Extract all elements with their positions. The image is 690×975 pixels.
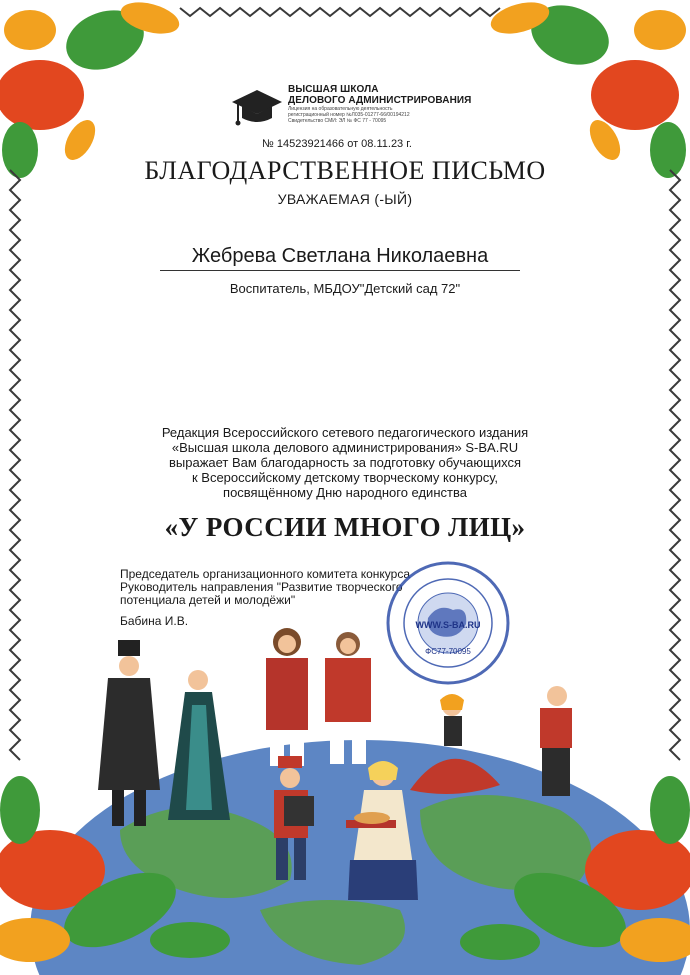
salutation: УВАЖАЕМАЯ (-ЫЙ)	[277, 191, 413, 207]
logo-name	[288, 84, 471, 106]
gratitude-line2: «Высшая школа делового администрирования» S-BA.RU	[171, 440, 519, 455]
signatory-name: Бабина И.В.	[120, 614, 189, 628]
recipient-position: Воспитатель, МБДОУ"Детский сад 72"	[229, 281, 461, 296]
gratitude-line5: посвящённому Дню народного единства	[223, 485, 467, 500]
logo-license-line2: регистрационный номер №Л035-01277-66/00194212	[288, 112, 410, 118]
gratitude-line3: выражает Вам благодарность за подготовку обучающихся	[169, 455, 521, 470]
gratitude-line4: к Всероссийскому детскому творческому конкурсу,	[191, 470, 498, 485]
folk-people-illustration	[0, 610, 690, 975]
graduation-cap-icon	[232, 88, 282, 128]
top-right-leaves	[487, 0, 686, 178]
logo-name-line2: ДЕЛОВОГО АДМИНИСТРИРОВАНИЯ	[288, 95, 472, 106]
logo-name-line1: ВЫСШАЯ ШКОЛА	[288, 84, 379, 95]
stamp-center-text: WWW.S-BA.RU	[415, 620, 481, 630]
figure-dancing-man	[540, 686, 572, 796]
certificate-number: № 14523921466 от 08.11.23 г.	[262, 138, 412, 150]
top-zigzag-border	[180, 8, 500, 16]
gratitude-line1: Редакция Всероссийского сетевого педагогического издания	[161, 425, 529, 440]
contest-title: «У РОССИИ МНОГО ЛИЦ»	[164, 512, 526, 542]
top-left-leaves	[0, 0, 183, 178]
logo-license-line1: Лицензия на образовательную деятельность	[288, 106, 393, 112]
signature-line1: Председатель организационного комитета конкурса	[120, 567, 410, 581]
signature-line3: потенциала детей и молодёжи"	[120, 593, 296, 607]
figure-woman-dark-dress	[168, 670, 230, 820]
document-title: БЛАГОДАРСТВЕННОЕ ПИСЬМО	[144, 156, 546, 185]
gratitude-text	[90, 425, 600, 500]
logo-license-line3: Свидетельство СМИ: ЭЛ № ФС 77 - 70095	[288, 118, 387, 124]
stamp-bottom-text: ФС77-70095	[425, 647, 471, 656]
publisher-logo	[232, 82, 492, 132]
logo-license-text	[288, 106, 488, 124]
recipient-name: Жебрева Светлана Николаевна	[160, 245, 520, 271]
signature-line2: Руководитель направления "Развитие творческого	[120, 580, 403, 594]
